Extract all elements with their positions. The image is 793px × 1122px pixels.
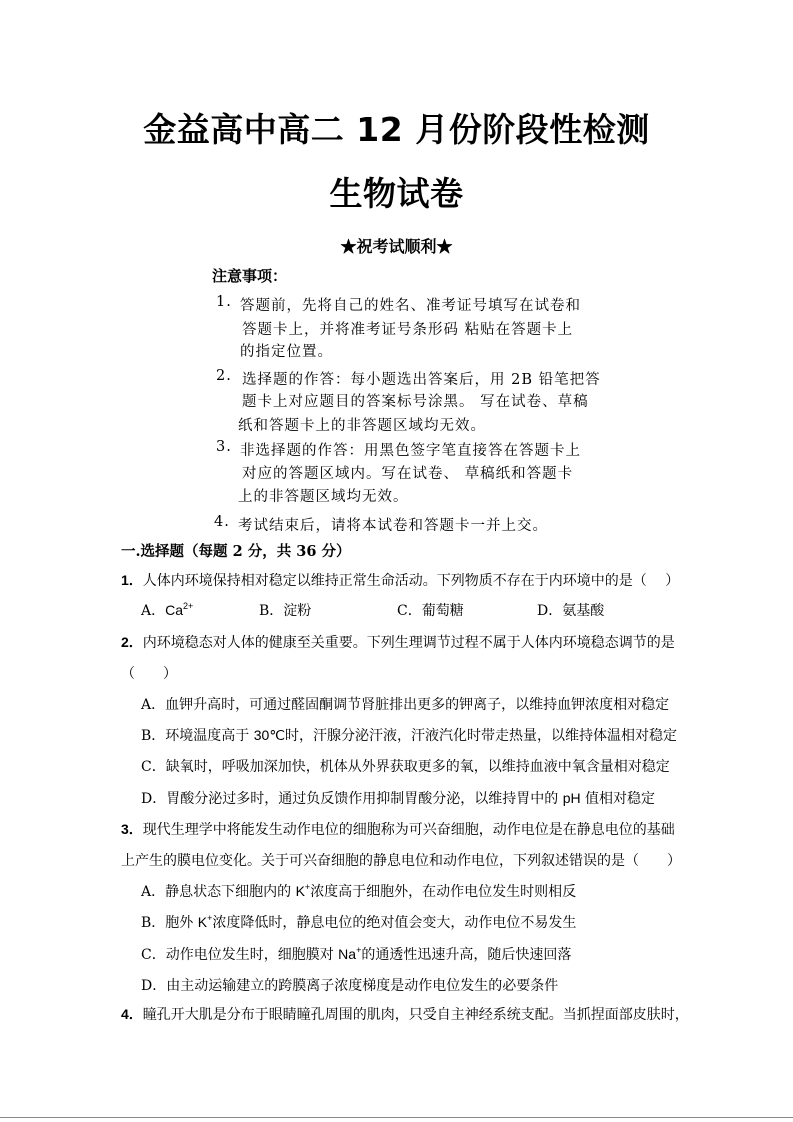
q3-option-c-ion: Na [338,946,357,962]
q1-option-c-text: 葡萄糖 [421,603,464,619]
q1-option-a [141,600,193,620]
q3-option-b-post: 浓度降低时，静息电位的绝对值会变大，动作电位不易发生 [212,915,577,931]
q1-option-b-text: 淀粉 [283,603,312,619]
notice-item-3-line-3: 上的非答题区域均无效。 [238,489,409,505]
notice-item-1-line-1: 答题前，先将自己的姓名、准考证号填写在试卷和 [240,298,581,314]
question-4-number: 4． [121,1006,143,1022]
question-3-number: 3． [121,821,143,837]
q2-option-b-letter: B． [141,728,166,744]
q1-option-b-letter: B． [259,603,284,619]
q2-option-a-letter: A． [141,697,166,713]
q1-option-b [259,600,311,620]
q3-option-d-text: 由主动运输建立的跨膜离子浓度梯度是动作电位发生的必要条件 [166,978,559,994]
question-1-text: 人体内环境保持相对稳定以维持正常生命活动。下列物质不存在于内环境中的是（ ） [142,573,680,589]
q3-option-b-letter: B． [141,915,166,931]
q1-option-a-letter: A． [141,603,166,619]
notice-item-1-line-3: 的指定位置。 [240,344,333,360]
q1-option-a-text: Ca [165,602,184,618]
section-title: 一.选择题（每题 2 分，共 36 分） [121,543,351,560]
notice-item-2-line-3: 纸和答题卡上的非答题区域均无效。 [238,418,486,434]
wish-line: ★祝考试顺利★ [340,237,453,256]
q1-option-c-letter: C． [397,603,422,619]
question-4-text-line-1: 瞳孔开大肌是分布于眼睛瞳孔周围的肌肉，只受自主神经系统支配。当抓捏面部皮肤时， [142,1007,689,1023]
q2-option-d-pre: 胃酸分泌过多时，通过负反馈作用抑制胃酸分泌，以维持胃中的 [166,791,563,807]
notice-title: 注意事项： [212,267,288,285]
page-bottom-divider [0,1117,793,1118]
question-3-text-line-1: 现代生理学中将能发生动作电位的细胞称为可兴奋细胞，动作电位是在静息电位的基础 [142,822,675,838]
q2-option-b-pre: 环境温度高于 [165,728,254,744]
notice-item-4-line-1: 考试结束后，请将本试卷和答题卡一并上交。 [238,518,548,534]
notice-item-4-num: 4. [214,514,230,530]
q3-option-b [141,912,576,932]
q3-option-d-letter: D． [141,978,167,994]
q1-option-a-sup: 2+ [183,601,194,611]
q3-option-a [141,881,576,901]
question-3-text-line-2: 上产生的膜电位变化。关于可兴奋细胞的静息电位和动作电位，下列叙述错误的是（ ） [121,853,681,869]
q2-option-d-letter: D． [141,791,167,807]
q3-option-c-post: 的通透性迅速升高，随后快速回落 [361,947,572,963]
question-4 [121,1004,689,1024]
notice-item-1-num: 1. [216,294,232,310]
notice-item-2-line-2: 题卡上对应题目的答案标号涂黑。 写在试卷、草稿 [242,394,589,410]
q2-option-d-post: 值相对稳定 [580,791,656,807]
question-2-text-line-2: （ ） [121,666,177,682]
q1-option-d-letter: D． [537,603,563,619]
q2-option-c [141,756,670,776]
q2-option-b-post: 时，汗腺分泌汗液，汗液汽化时带走热量，以维持体温相对稳定 [285,728,678,744]
q3-option-b-pre: 胞外 [165,915,198,931]
q2-option-c-text: 缺氧时，呼吸加深加快，机体从外界获取更多的氧，以维持血液中氧含量相对稳定 [165,759,670,775]
q3-option-c-sup: + [356,945,362,955]
q1-option-c [397,600,464,620]
question-2 [121,632,675,652]
q2-option-d-ph: pH [562,790,581,806]
q3-option-c-letter: C． [141,947,166,963]
q2-option-b [141,725,677,745]
q1-option-d [537,600,604,620]
q3-option-a-ion: K [295,883,305,899]
q3-option-a-post: 浓度高于细胞外，在动作电位发生时则相反 [310,884,577,900]
question-2-number: 2． [121,634,143,650]
notice-item-3-num: 3. [216,439,232,455]
q3-option-a-sup: + [304,882,311,892]
q2-option-d [141,788,655,808]
q3-option-d [141,975,558,995]
q3-option-c [141,944,571,964]
notice-item-3-line-2: 对应的答题区域内。写在试卷、 草稿纸和答题卡 [242,466,574,482]
q3-option-a-pre: 静息状态下细胞内的 [165,884,296,900]
title-line-2: 生物试卷 [329,174,464,213]
q2-option-b-temp: 30℃ [253,727,286,743]
question-1 [121,570,679,590]
question-3 [121,819,675,839]
notice-item-2-line-1: 选择题的作答：每小题选出答案后，用 2B 铅笔把答 [242,372,601,388]
title-line-1: 金益高中高二 12 月份阶段性检测 [143,110,650,149]
question-2-text-line-1: 内环境稳态对人体的健康至关重要。下列生理调节过程不属于人体内环境稳态调节的是 [142,635,675,651]
q3-option-a-letter: A． [141,884,166,900]
notice-item-2-num: 2. [216,368,232,384]
q2-option-a [141,694,669,714]
q3-option-c-pre: 动作电位发生时，细胞膜对 [165,947,339,963]
q3-option-b-ion: K [197,914,208,930]
notice-item-3-line-1: 非选择题的作答：用黑色签字笔直接答在答题卡上 [240,443,581,459]
q1-option-d-text: 氨基酸 [562,603,605,619]
q2-option-c-letter: C． [141,759,166,775]
q2-option-a-text: 血钾升高时，可通过醛固酮调节肾脏排出更多的钾离子，以维持血钾浓度相对稳定 [165,697,670,713]
notice-item-1-line-2: 答题卡上，并将准考证号条形码 粘贴在答题卡上 [242,322,574,338]
question-1-number: 1． [121,572,143,588]
q3-option-b-sup: + [207,913,213,923]
